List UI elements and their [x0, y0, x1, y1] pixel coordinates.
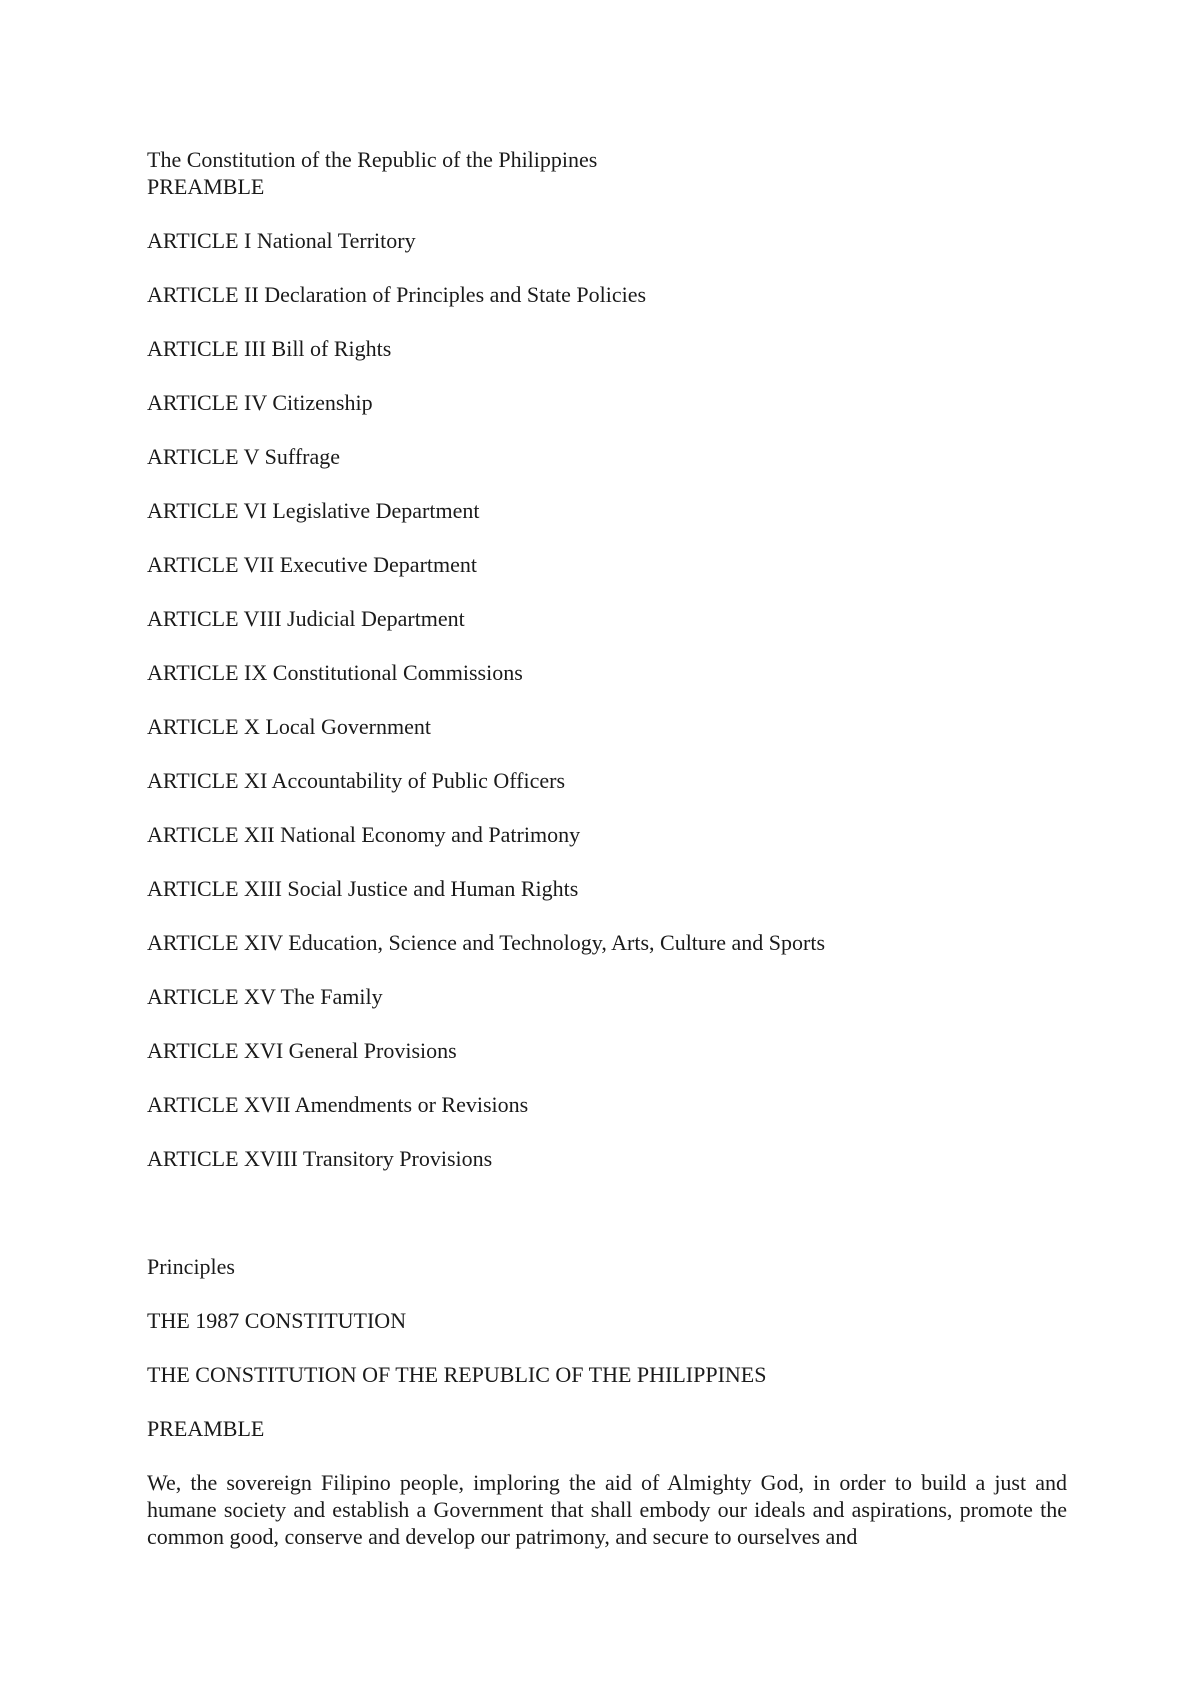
preamble-paragraph: We, the sovereign Filipino people, imploring the aid of Almighty God, in order to build a just and humane society and establish a Government that shall embody our ideals and aspirations, promote the common good, conserve and develop our patrimony, and secure to ourselves and — [147, 1470, 1067, 1549]
article-entry: ARTICLE XIV Education, Science and Technology, Arts, Culture and Sports — [147, 930, 826, 955]
preamble-heading: PREAMBLE — [147, 1416, 265, 1441]
article-entry: ARTICLE VIII Judicial Department — [147, 606, 465, 631]
article-entry: ARTICLE XI Accountability of Public Officers — [147, 768, 566, 793]
article-entry: ARTICLE XV The Family — [147, 984, 383, 1009]
article-entry: ARTICLE II Declaration of Principles and State Policies — [147, 282, 647, 307]
article-entry: ARTICLE XVIII Transitory Provisions — [147, 1146, 493, 1171]
preamble-link: PREAMBLE — [147, 174, 265, 199]
principles-label: Principles — [147, 1254, 235, 1279]
article-entry: ARTICLE V Suffrage — [147, 444, 340, 469]
article-entry: ARTICLE XVI General Provisions — [147, 1038, 457, 1063]
article-entry: ARTICLE XVII Amendments or Revisions — [147, 1092, 529, 1117]
article-entry: ARTICLE IX Constitutional Commissions — [147, 660, 523, 685]
constitution-year-heading: THE 1987 CONSTITUTION — [147, 1308, 407, 1333]
article-entry: ARTICLE X Local Government — [147, 714, 431, 739]
article-entry: ARTICLE III Bill of Rights — [147, 336, 392, 361]
article-entry: ARTICLE I National Territory — [147, 228, 416, 253]
document-title: The Constitution of the Republic of the Philippines — [147, 147, 598, 172]
article-entry: ARTICLE VII Executive Department — [147, 552, 477, 577]
article-entry: ARTICLE XIII Social Justice and Human Rights — [147, 876, 579, 901]
constitution-full-heading: THE CONSTITUTION OF THE REPUBLIC OF THE PHILIPPINES — [147, 1362, 767, 1387]
document-body — [147, 146, 1067, 1550]
article-entry: ARTICLE XII National Economy and Patrimony — [147, 822, 581, 847]
article-entry: ARTICLE IV Citizenship — [147, 390, 373, 415]
article-entry: ARTICLE VI Legislative Department — [147, 498, 480, 523]
